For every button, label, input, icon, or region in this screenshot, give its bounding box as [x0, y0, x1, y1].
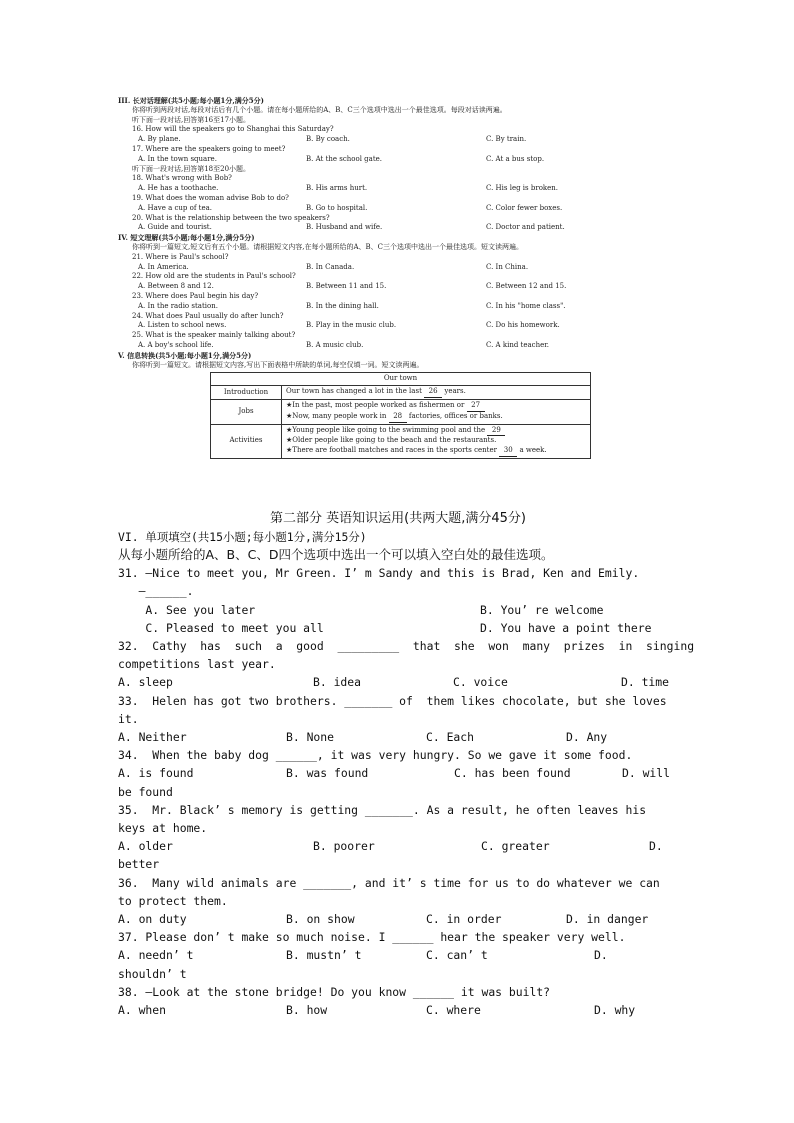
option-b: B. His arms hurt.	[306, 184, 368, 193]
options-38	[118, 1001, 678, 1019]
row-content	[282, 399, 591, 424]
option-b[interactable]: B. None	[286, 730, 335, 745]
scanned-listening-section	[118, 96, 690, 486]
options-19	[118, 204, 690, 214]
option-b: B. Between 11 and 15.	[306, 282, 387, 291]
option-b[interactable]: B. on show	[286, 912, 355, 927]
option-c: C. In China.	[486, 262, 529, 271]
option-a: A. In America.	[138, 262, 189, 271]
blank-28[interactable]: 28	[389, 412, 407, 423]
options-20	[118, 223, 690, 233]
option-a: A. By plane.	[138, 135, 181, 144]
option-b: B. In Canada.	[306, 262, 355, 271]
option-b[interactable]: B. poorer	[313, 839, 375, 854]
option-d[interactable]: D. time	[621, 675, 670, 690]
question-19: 19. What does the woman advise Bob to do?	[132, 193, 289, 202]
question-25: 25. What is the speaker mainly talking about?	[132, 331, 296, 340]
option-c: C. By train.	[486, 135, 527, 144]
option-d[interactable]: D.	[594, 948, 608, 963]
question-22: 22. How old are the students in Paul's school?	[132, 272, 296, 281]
option-d[interactable]: D. Any	[566, 730, 608, 745]
section-header: VI. 单项填空(共15小题;每小题1分,满分15分)	[118, 530, 367, 544]
row-label-introduction: Introduction	[211, 386, 282, 400]
option-c: C. Doctor and patient.	[486, 223, 565, 232]
row-label-activities: Activities	[211, 424, 282, 458]
option-c[interactable]: C. greater	[481, 839, 550, 854]
option-c[interactable]: C. has been found	[454, 766, 571, 781]
option-c[interactable]: C. where	[426, 1003, 481, 1018]
options-37	[118, 946, 678, 964]
question-32-cont: competitions last year.	[118, 657, 276, 672]
row-content	[282, 424, 591, 458]
row-label-jobs: Jobs	[211, 399, 282, 424]
option-d[interactable]: D. in danger	[566, 912, 649, 927]
options-18	[118, 184, 690, 194]
text: a week.	[519, 446, 547, 455]
option-b: B. Husband and wife.	[306, 223, 383, 232]
option-d-cont: be found	[118, 784, 173, 799]
option-a: A. A boy's school life.	[138, 340, 214, 349]
section-header: IV. 短文理解(共5小题;每小题1分,满分5分)	[118, 233, 255, 243]
option-c[interactable]: C. voice	[453, 675, 508, 690]
question-20: 20. What is the relationship between the two speakers?	[132, 213, 330, 222]
options-31-ab	[118, 601, 678, 619]
question-38: 38. —Look at the stone bridge! Do you know ______ it was built?	[118, 984, 551, 999]
option-c: C. Color fewer boxes.	[486, 203, 563, 212]
question-35: 35. Mr. Black’ s memory is getting _______. As a result, he often leaves his	[118, 802, 647, 817]
option-b[interactable]: B. was found	[286, 766, 369, 781]
instruction: 听下面一段对话,回答第16至17小题。	[132, 115, 251, 124]
option-d[interactable]: D. You have a point there	[480, 620, 652, 635]
option-b[interactable]: B. how	[286, 1003, 328, 1018]
option-c: C. In his "home class".	[486, 301, 566, 310]
option-a: A. In the radio station.	[138, 301, 218, 310]
section-header: III. 长对话理解(共5小题;每小题1分,满分5分)	[118, 96, 264, 105]
text: ★There are football matches and races in the sports center	[286, 446, 497, 455]
option-a: A. In the town square.	[138, 154, 217, 163]
row-content	[282, 386, 591, 400]
option-c: C. Do his homework.	[486, 321, 560, 330]
option-c: C. A kind teacher.	[486, 340, 550, 349]
option-d[interactable]: D. will	[622, 766, 671, 781]
instruction: 你将听到两段对话,每段对话后有几个小题。请在每小题所给的A、B、C三个选项中选出一个最佳选项。每段对话读两遍。	[132, 105, 507, 114]
option-b: B. At the school gate.	[306, 154, 383, 163]
section-header: V. 信息转换(共5小题;每小题1分,满分5分)	[118, 350, 252, 360]
options-33	[118, 728, 678, 746]
option-a[interactable]: A. older	[118, 839, 173, 854]
instruction: 你将听到一篇短文,短文后有五个小题。请根据短文内容,在每小题所给的A、B、C三个选项中选出一个最佳选项。短文读两遍。	[132, 242, 524, 251]
options-31-cd	[118, 619, 678, 637]
text: ★Now, many people work in	[286, 411, 387, 420]
option-a[interactable]: A. when	[118, 1003, 167, 1018]
info-table	[210, 372, 591, 459]
option-a: A. Guide and tourist.	[138, 223, 212, 232]
option-a: A. Have a cup of tea.	[138, 203, 213, 212]
option-a[interactable]: A. needn’ t	[118, 948, 194, 963]
option-a[interactable]: A. Neither	[118, 730, 187, 745]
table-title: Our town	[211, 373, 591, 386]
blank-29[interactable]: 29	[487, 426, 505, 437]
question-33: 33. Helen has got two brothers. _______ of them likes chocolate, but she loves	[118, 693, 667, 708]
question-33-cont: it.	[118, 711, 139, 726]
option-c[interactable]: C. in order	[426, 912, 502, 927]
option-b[interactable]: B. idea	[313, 675, 362, 690]
option-b: B. In the dining hall.	[306, 301, 379, 310]
text: ★Young people like going to the swimming pool and the	[286, 425, 486, 434]
options-32	[118, 673, 678, 691]
question-17: 17. Where are the speakers going to meet?	[132, 144, 286, 153]
options-36	[118, 910, 678, 928]
option-c: C. Between 12 and 15.	[486, 282, 567, 291]
option-b[interactable]: B. mustn’ t	[286, 948, 362, 963]
options-17	[118, 155, 690, 165]
question-31-answer-line: —______.	[118, 584, 194, 599]
instruction: 听下面一段对话,回答第18至20小题。	[132, 164, 251, 173]
option-b: B. Play in the music club.	[306, 321, 397, 330]
option-a: A. Between 8 and 12.	[138, 282, 214, 291]
option-d[interactable]: D. why	[594, 1003, 636, 1018]
blank-30[interactable]: 30	[499, 446, 517, 457]
instruction: 从每小题所给的A、B、C、D四个选项中选出一个可以填入空白处的最佳选项。	[118, 547, 554, 563]
options-23	[118, 302, 690, 312]
options-22	[118, 282, 690, 292]
option-d-cont: shouldn’ t	[118, 966, 187, 981]
question-37: 37. Please don’ t make so much noise. I ______ hear the speaker very well.	[118, 930, 626, 945]
option-a[interactable]: A. on duty	[118, 912, 187, 927]
option-b: B. Go to hospital.	[306, 203, 368, 212]
options-25	[118, 341, 690, 351]
question-35-cont: keys at home.	[118, 821, 208, 836]
option-d-cont: better	[118, 857, 160, 872]
text: ★In the past, most people worked as fishermen or	[286, 400, 465, 409]
option-a: A. Listen to school news.	[138, 321, 227, 330]
option-b: B. By coach.	[306, 135, 350, 144]
blank-27[interactable]: 27	[467, 401, 485, 412]
blank-26[interactable]: 26	[424, 387, 442, 398]
question-36: 36. Many wild animals are _______, and it’ s time for us to do whatever we can	[118, 875, 660, 890]
options-24	[118, 321, 690, 331]
question-31: 31. —Nice to meet you, Mr Green. I’ m Sandy and this is Brad, Ken and Emily.	[118, 566, 640, 581]
part-two	[118, 510, 695, 1019]
text: years.	[444, 387, 466, 396]
options-34	[118, 764, 678, 782]
question-36-cont: to protect them.	[118, 893, 228, 908]
option-a[interactable]: A. sleep	[118, 675, 173, 690]
option-c: C. His leg is broken.	[486, 184, 559, 193]
option-c: C. At a bus stop.	[486, 154, 545, 163]
option-a[interactable]: A. See you later	[118, 602, 256, 617]
question-24: 24. What does Paul usually do after lunch?	[132, 311, 284, 320]
text: Our town has changed a lot in the last	[286, 387, 422, 396]
option-b: B. A music club.	[306, 340, 364, 349]
options-35	[118, 837, 678, 855]
option-c[interactable]: C. can’ t	[426, 948, 488, 963]
option-b[interactable]: B. You’ re welcome	[480, 602, 604, 617]
question-32: 32. Cathy has such a good _________ that she won many prizes in singing	[118, 639, 695, 654]
instruction: 你将听到一篇短文。请根据短文内容,写出下面表格中所缺的单词,每空仅填一词。短文读两遍。	[132, 360, 424, 369]
text: factories, offices or banks.	[408, 411, 503, 420]
option-c[interactable]: C. Each	[426, 730, 475, 745]
question-23: 23. Where does Paul begin his day?	[132, 291, 259, 300]
part-title: 第二部分 英语知识运用(共两大题,满分45分)	[270, 511, 526, 526]
option-a[interactable]: A. is found	[118, 766, 194, 781]
option-d[interactable]: D.	[649, 839, 663, 854]
question-18: 18. What's wrong with Bob?	[132, 174, 232, 183]
question-16: 16. How will the speakers go to Shanghai this Saturday?	[132, 125, 334, 134]
options-21	[118, 263, 690, 273]
options-16	[118, 135, 690, 145]
option-a: A. He has a toothache.	[138, 184, 219, 193]
question-34: 34. When the baby dog ______, it was very hungry. So we gave it some food.	[118, 748, 633, 763]
text: ★Older people like going to the beach and the restaurants.	[286, 436, 497, 445]
question-21: 21. Where is Paul's school?	[132, 252, 229, 261]
option-c[interactable]: C. Pleased to meet you all	[118, 620, 324, 635]
